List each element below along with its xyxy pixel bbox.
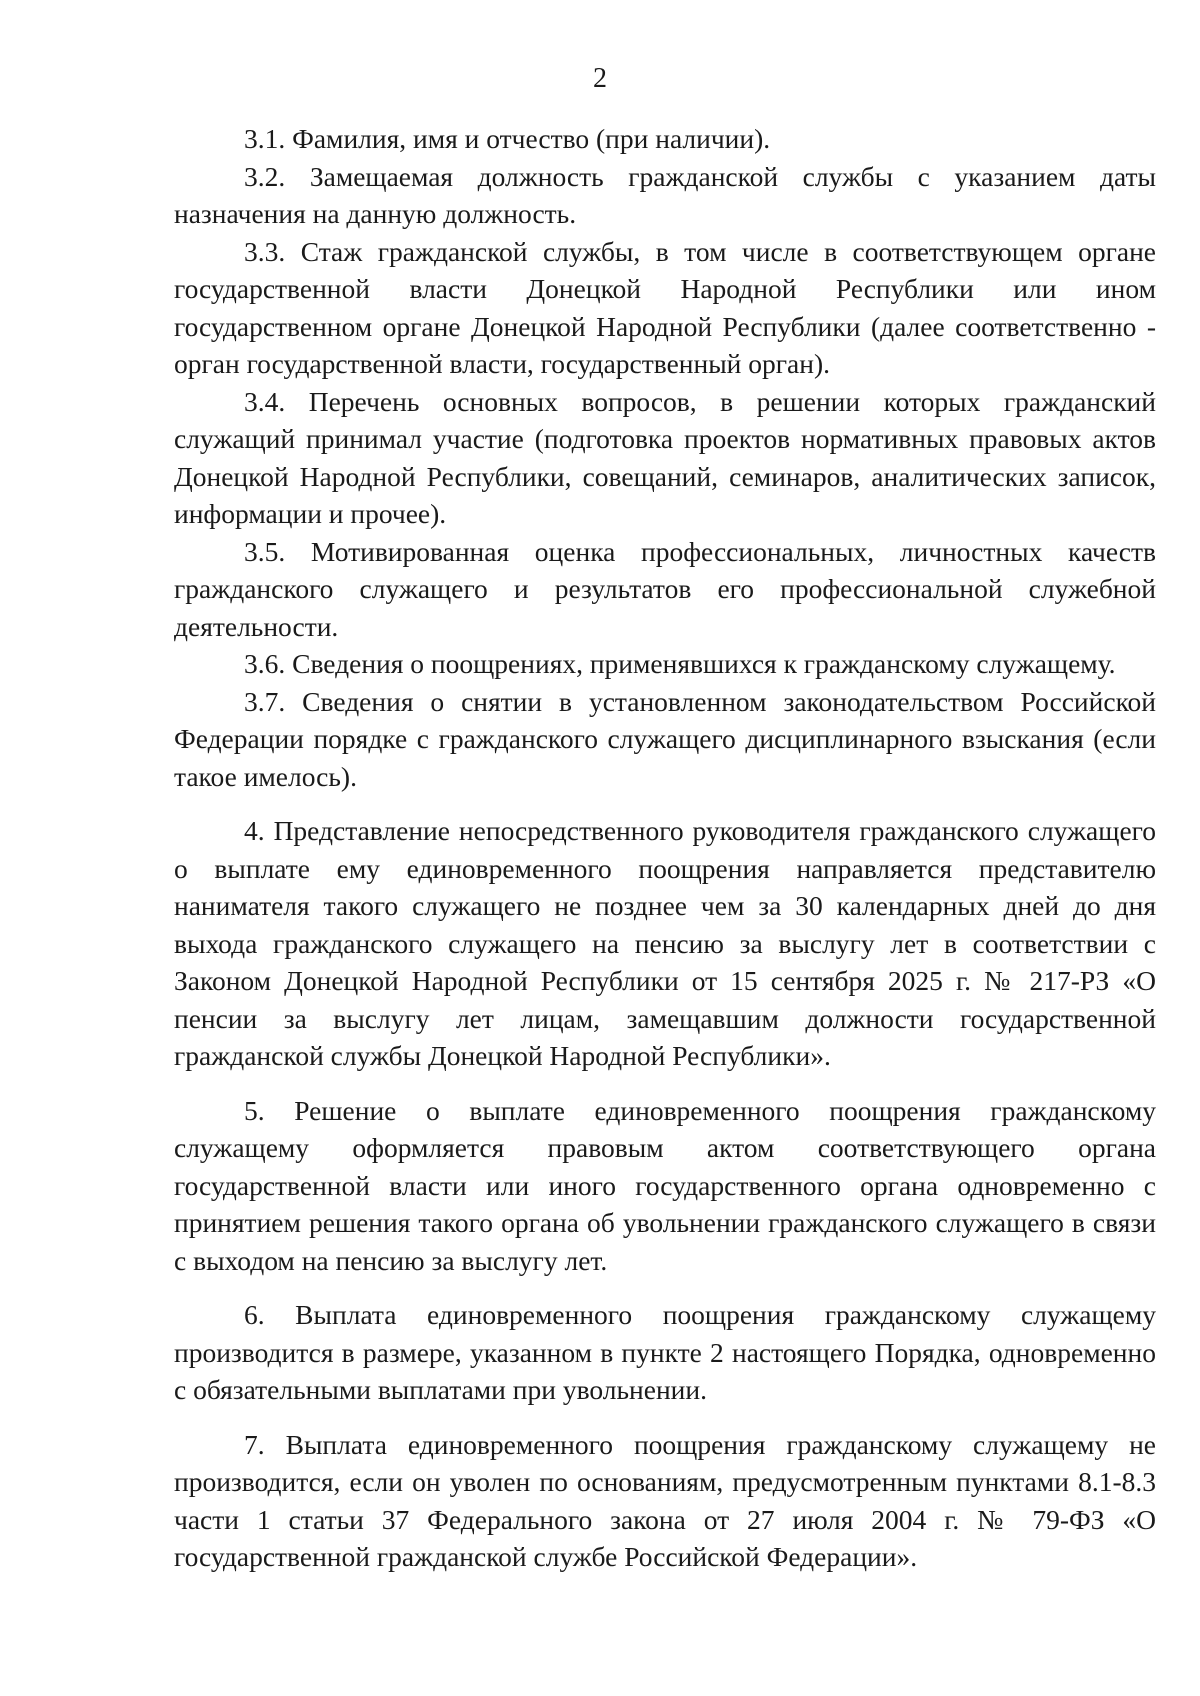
paragraph-6: 6. Выплата единовременного поощрения гражданскому служащему производится в размере, указанном в пункте 2 настоящего Порядка, одновременно с обязательными выплатами при увольнении. (174, 1299, 1156, 1405)
paragraph-3-5: 3.5. Мотивированная оценка профессиональных, личностных качеств гражданского служащего и результатов его профессиональной служебной деятельности. (174, 535, 1156, 642)
paragraph-3-7: 3.7. Сведения о снятии в установленном законодательством Российской Федерации порядке с гражданского служащего дисциплинарного взыскания (если такое имелось). (174, 685, 1156, 792)
paragraph-3-2: 3.2. Замещаемая должность гражданской службы с указанием даты назначения на данную должность. (174, 160, 1156, 229)
paragraph-7: 7. Выплата единовременного поощрения гражданскому служащему не производится, если он уволен по основаниям, предусмотренным пунктами 8.1-8.3 части 1 статьи 37 Федерального закона от 27 июля 2004 г. № 79-ФЗ «О государственной гражданской службе Российской Федерации». (174, 1428, 1156, 1572)
paragraph-3-1: 3.1. Фамилия, имя и отчество (при наличии). (244, 123, 771, 154)
paragraph-4: 4. Представление непосредственного руководителя гражданского служащего о выплате ему единовременного поощрения направляется представителю нанимателя такого служащего не позднее чем за 30 календарных дней до дня выхода гражданского служащего на пенсию за выслугу лет в соответствии с Законом Донецкой Народной Республики от 15 сентября 2025 г. № 217-РЗ «О пенсии за выслугу лет лицам, замещавшим должности государственной гражданской службы Донецкой Народной Республики». (174, 815, 1156, 1071)
paragraph-3-3: 3.3. Стаж гражданской службы, в том числе в соответствующем органе государственной власти Донецкой Народной Республики или ином государственном органе Донецкой Народной Республики (далее соответственно - орган государственной власти, государственный орган). (174, 235, 1156, 379)
paragraph-3-4: 3.4. Перечень основных вопросов, в решении которых гражданский служащий принимал участие (подготовка проектов нормативных правовых актов Донецкой Народной Республики, совещаний, семинаров, аналитических записок, информации и прочее). (174, 385, 1156, 529)
paragraph-3-6: 3.6. Сведения о поощрениях, применявшихся к гражданскому служащему. (244, 648, 1116, 679)
document-body (174, 120, 1156, 1576)
page-number: 2 (593, 63, 607, 94)
paragraph-5: 5. Решение о выплате единовременного поощрения гражданскому служащему оформляется правовым актом соответствующего органа государственной власти или иного государственного органа одновременно с принятием решения такого органа об увольнении гражданского служащего в связи с выходом на пенсию за выслугу лет. (174, 1094, 1156, 1276)
